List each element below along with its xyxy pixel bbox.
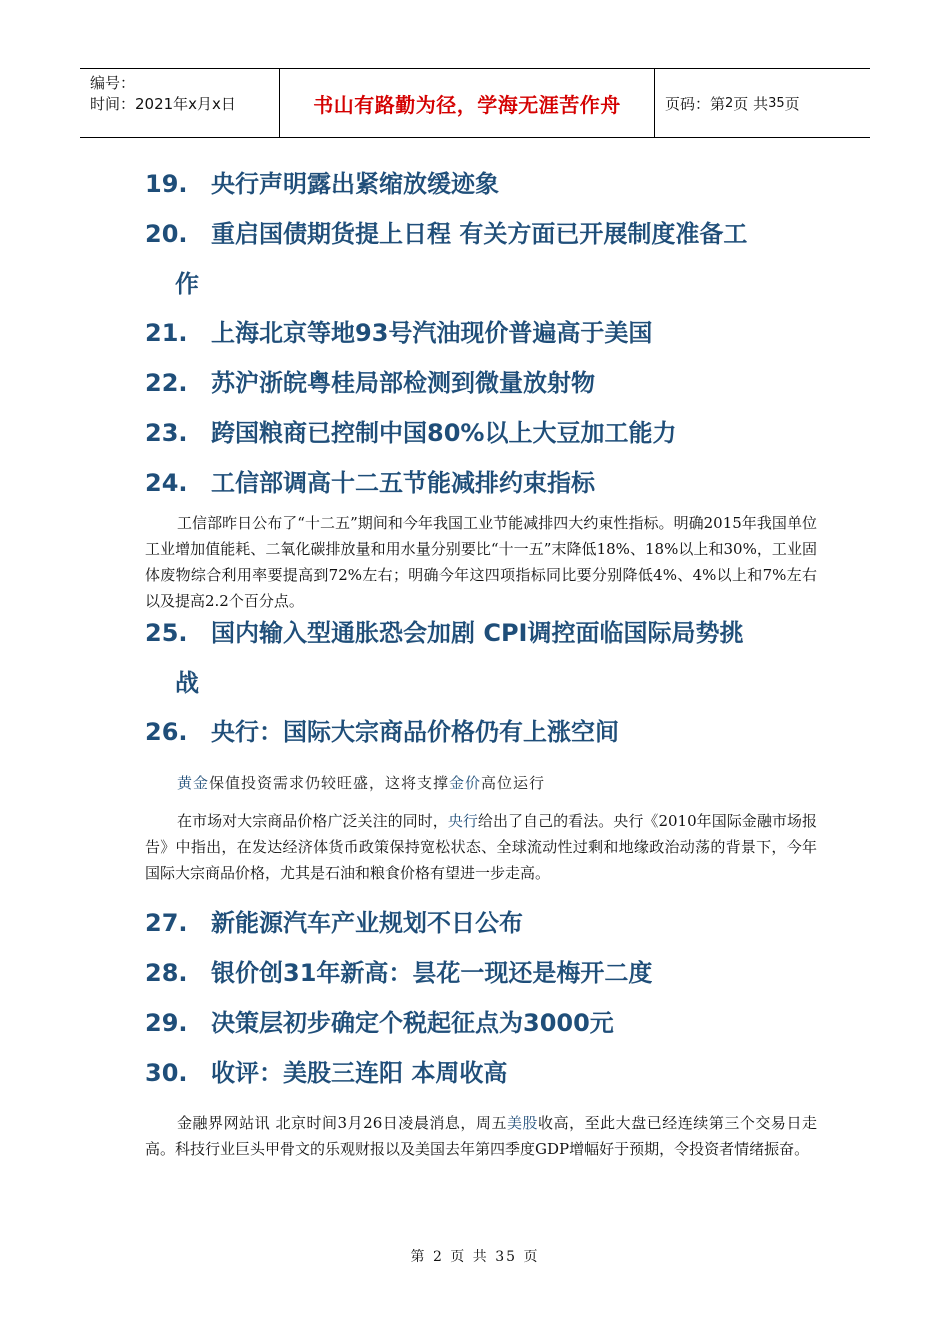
heading-20: 20. 重启国债期货提上日程 有关方面已开展制度准备工 作: [145, 220, 748, 298]
link-gold[interactable]: 黄金: [177, 774, 210, 792]
heading-30: 30. 收评：美股三连阳 本周收高: [145, 1059, 508, 1087]
paragraph-24: 工信部昨日公布了“十二五”期间和今年我国工业节能减排四大约束性指标。明确2015年我国单位工业增加值能耗、二氧化碳排放量和用水量分别要比“十一五”末降低18%、18%以上和30%，工业固体废物综合利用率要提高到72%左右；明确今年这四项指标同比要分别降低4%、4%以上和7%左右以及提高2.2个百分点。: [145, 514, 817, 610]
page-current: 2: [725, 95, 734, 111]
serial-label: 编号：: [90, 74, 136, 92]
heading-23: 23. 跨国粮商已控制中国80%以上大豆加工能力: [145, 419, 677, 447]
header-meta: [80, 69, 280, 137]
date-line: 时间：2021年x月x日: [90, 95, 236, 113]
page-footer: 第 2 页 共 35 页: [410, 1249, 540, 1265]
page-total: 35: [768, 95, 785, 111]
page-mid: 页 共: [733, 94, 769, 113]
heading-28: 28. 银价创31年新高：昙花一现还是梅开二度: [145, 959, 653, 987]
heading-25: 25. 国内输入型通胀恐会加剧 CPI调控面临国际局势挑 战: [145, 619, 744, 697]
heading-24: 24. 工信部调高十二五节能减排约束指标: [145, 469, 595, 497]
heading-19: 19. 央行声明露出紧缩放缓迹象: [145, 170, 499, 198]
heading-29: 29. 决策层初步确定个税起征点为3000元: [145, 1009, 614, 1037]
heading-26: 26. 央行：国际大宗商品价格仍有上涨空间: [145, 718, 619, 746]
page-prefix: 页码：第: [665, 94, 726, 113]
link-gold-price[interactable]: 金价: [449, 774, 482, 792]
page-suffix: 页: [784, 94, 800, 113]
paragraph-30: 金融界网站讯 北京时间3月26日凌晨消息，周五美股收高，至此大盘已经连续第三个交易日走高。科技行业巨头甲骨文的乐观财报以及美国去年第四季度GDP增幅好于预期，令投资者情绪振奋。: [145, 1114, 817, 1158]
header-motto: 书山有路勤为径，学海无涯苦作舟: [280, 69, 655, 137]
paragraph-26: 在市场对大宗商品价格广泛关注的同时，央行给出了自己的看法。央行《2010年国际金融市场报告》中指出，在发达经济体货币政策保持宽松状态、全球流动性过剩和地缘政治动荡的背景下，今年国际大宗商品价格，尤其是石油和粮食价格有望进一步走高。: [145, 812, 817, 882]
page-header: [80, 68, 870, 138]
heading-21: 21. 上海北京等地93号汽油现价普遍高于美国: [145, 319, 653, 347]
heading-27: 27. 新能源汽车产业规划不日公布: [145, 909, 523, 937]
link-central-bank[interactable]: 央行: [447, 812, 478, 830]
heading-22: 22. 苏沪浙皖粤桂局部检测到微量放射物: [145, 369, 595, 397]
subtitle-26: 黄金保值投资需求仍较旺盛，这将支撑金价高位运行: [177, 774, 546, 792]
header-page-info: [655, 69, 870, 137]
link-us-stocks[interactable]: 美股: [506, 1114, 539, 1132]
